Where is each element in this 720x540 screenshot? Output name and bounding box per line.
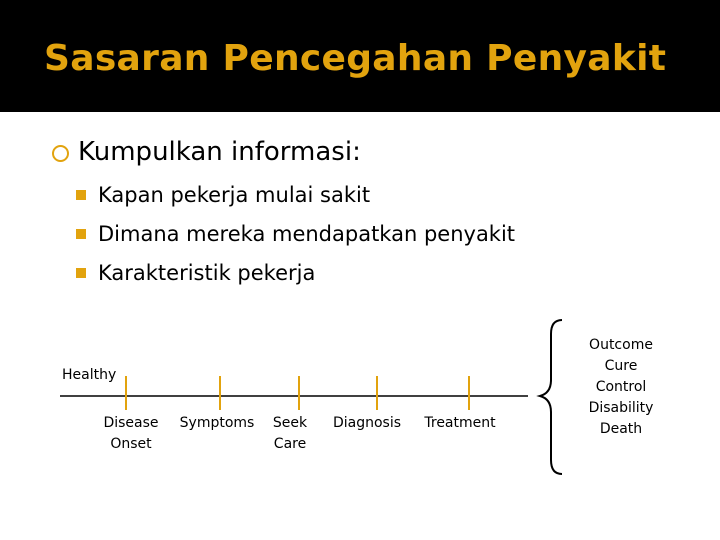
- outcome-heading: Outcome: [589, 337, 653, 353]
- outcome-brace-icon: [540, 320, 562, 474]
- sub-bullet-text: Kapan pekerja mulai sakit: [98, 183, 371, 207]
- stage-label-seek-care: [273, 413, 307, 455]
- outcome-item: Cure: [604, 358, 638, 374]
- healthy-label: Healthy: [62, 367, 117, 383]
- stage-label-line: Care: [273, 436, 307, 452]
- outcome-item: Control: [595, 379, 647, 395]
- sub-bullet: [76, 183, 370, 207]
- stage-label-diagnosis: Diagnosis: [332, 415, 402, 431]
- outcome-item: Disability: [588, 400, 654, 416]
- main-bullet: [52, 137, 361, 167]
- stage-label-line: Disease: [103, 415, 159, 431]
- stage-label-line: Onset: [110, 436, 152, 452]
- main-bullet-text: Kumpulkan informasi:: [78, 137, 361, 167]
- circle-bullet-icon: [52, 145, 69, 162]
- sub-bullet: [76, 222, 515, 246]
- sub-bullet: [76, 261, 315, 285]
- slide-title: Sasaran Pencegahan Penyakit: [44, 38, 667, 79]
- outcome-list: [589, 335, 654, 440]
- square-bullet-icon: [76, 229, 86, 239]
- sub-bullet-text: Karakteristik pekerja: [98, 261, 316, 285]
- square-bullet-icon: [76, 190, 86, 200]
- stage-label-disease-onset: [103, 413, 158, 455]
- stage-label-treatment: Treatment: [424, 415, 496, 431]
- stage-label-symptoms: Symptoms: [179, 415, 255, 431]
- square-bullet-icon: [76, 268, 86, 278]
- sub-bullet-text: Dimana mereka mendapatkan penyakit: [98, 222, 516, 246]
- stage-label-line: Seek: [272, 415, 308, 431]
- outcome-item: Death: [599, 421, 643, 437]
